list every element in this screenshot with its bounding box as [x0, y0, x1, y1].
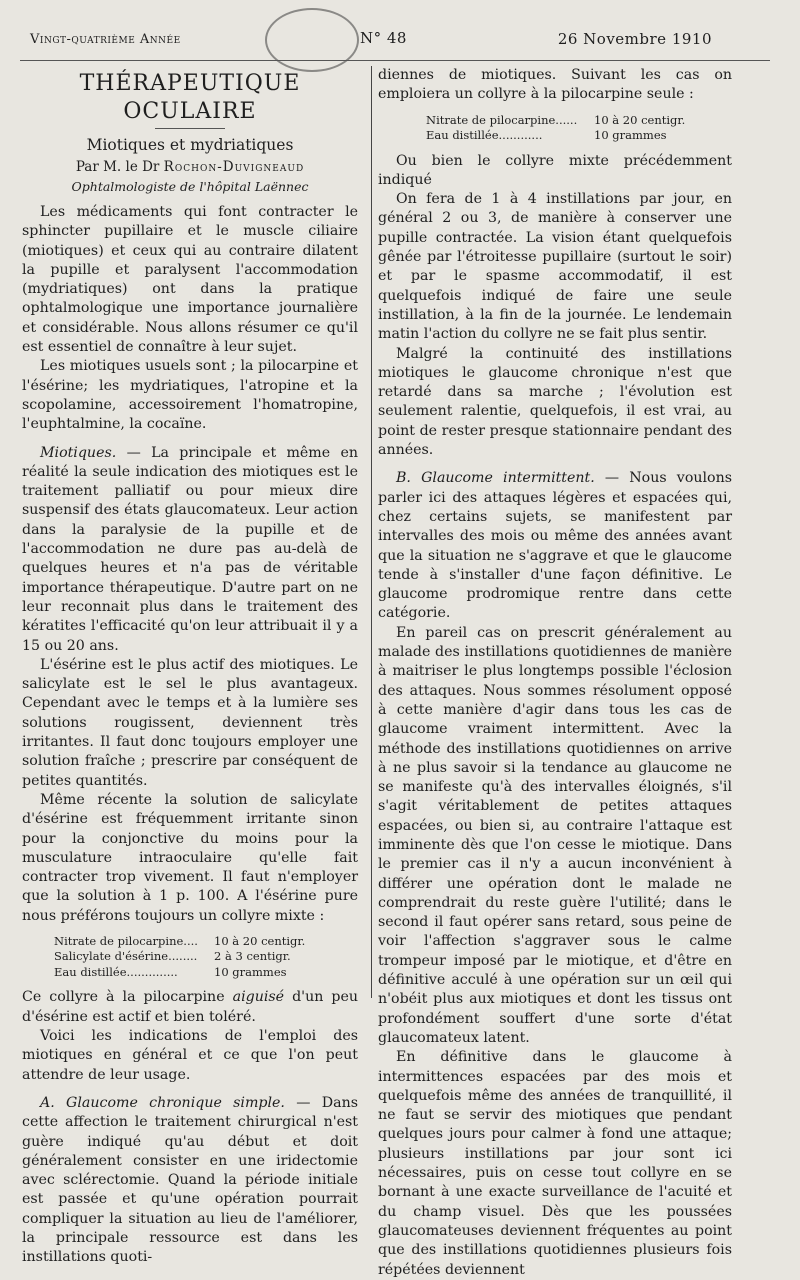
header-rule [20, 60, 770, 61]
paragraph: En définitive dans le glaucome à intermittences espacées par des mois et quelquefois même des années de tranquillité, il ne faut se servir des miotiques que pendant quelques jours pour calmer à fond une attaque; plusieurs instillations par jour sont ici nécessaires, puis on cesse tout collyre en se bornant à une exacte surveillance de l'acuité et du champ visuel. Dès que les poussées glaucomateuses deviennent fréquentes au point que des instillations quotidiennes plusieurs fois répétées deviennent [378, 1049, 732, 1278]
left-column [22, 66, 358, 1268]
rx-name: Nitrate de pilocarpine...... [426, 112, 578, 127]
library-stamp [265, 8, 359, 72]
paragraph-text: Ce collyre à la pilocarpine [22, 989, 233, 1006]
rx-name: Eau distillée.............. [54, 964, 178, 979]
paragraph: Voici les indications de l'emploi des miotiques en général et ce que l'on peut attendre de leur usage. [22, 1028, 358, 1083]
author-name: Rochon-Duvigneaud [163, 159, 305, 175]
rx-dose: 10 grammes [594, 128, 667, 143]
author-affiliation: Ophtalmologiste de l'hôpital Laënnec [71, 179, 309, 194]
rx-dose: 2 à 3 centigr. [214, 949, 291, 964]
prescription-row [426, 113, 732, 129]
paragraph-text: — La principale et même en réalité la seule indication des miotiques est le traitement palliatif ou pour mieux dire suspensif des états glaucomateux. Leur action dans la paralysie de la pupille et de l'accommodation ne dure pas au-delà de quelques heures et n'a pas de véritable importance thérapeutique. D'autre part on ne leur reconnait plus dans le traitement des kératites l'efficacité qu'on leur attribuait il y a 15 ou 20 ans. [22, 444, 358, 654]
paragraph-text: d'un peu d'ésérine est actif et bien toléré. [22, 989, 358, 1025]
prescription-row [54, 965, 358, 981]
paragraph: diennes de miotiques. Suivant les cas on emploiera un collyre à la pilocarpine seule : [378, 67, 732, 103]
paragraph: Ou bien le collyre mixte précédemment indiqué [378, 152, 732, 188]
rx-name: Nitrate de pilocarpine.... [54, 933, 198, 948]
paragraph: En pareil cas on prescrit généralement au malade des instillations quotidiennes de manière à maitriser le plus longtemps possible l'éclosion des attaques. Nous sommes résolument opposé à cette manière d'agir dans tous les cas de glaucome vraiment intermittent. Avec la méthode des instillations quotidiennes on arrive à ne plus savoir si la tendance au glaucome ne se manifeste qu'à des intervalles éloignés, s'il s'agit véritablement de petites attaques espacées, ou bien si, au contraire l'attaque est imminente dès que l'on cesse le miotique. Dans le premier cas il n'y a aucun inconvénient à différer une opération dont le malade ne comprendrait du reste guère l'utilité; dans le second il faut opérer sans retard, sous peine de voir l'affection s'aggraver sous le calme trompeur imposé par le miotique, et d'être en définitive acculé à une opération sur un œil qui n'obéit plus aux miotiques et dont les tissus ont profondément souffert d'une sorte d'état glaucomateux latent. [378, 624, 732, 1046]
paragraph [378, 469, 732, 623]
article-author [22, 158, 358, 176]
rx-name: Salicylate d'ésérine........ [54, 949, 198, 964]
header-issue-number: N° 48 [360, 29, 407, 47]
author-prefix: Par M. le Dr [75, 159, 164, 175]
header-volume: Vingt-quatrième Année [30, 32, 181, 47]
rx-dose: 10 grammes [214, 964, 287, 979]
rx-dose: 10 à 20 centigr. [214, 933, 306, 948]
rx-dose: 10 à 20 centigr. [594, 112, 686, 127]
prescription-row [54, 934, 358, 950]
paragraph: Les miotiques usuels sont ; la pilocarpine et l'ésérine; les mydriatiques, l'atropine et la scopolamine, accessoirement l'homatropine, l'euphtalmine, la cocaïne. [22, 358, 358, 433]
paragraph: Les médicaments qui font contracter le sphincter pupillaire et le muscle ciliaire (miotiques) et ceux qui au contraire dilatent la pupille et paralysent l'accommodation (mydriatiques) ont dans la pratique ophtalmologique une importance journalière et considérable. Nous allons résumer ce qu'il est essentiel de connaître à leur sujet. [22, 204, 358, 356]
paragraph [22, 444, 358, 656]
article-subtitle: Miotiques et mydriatiques [86, 136, 294, 154]
paragraph: Même récente la solution de salicylate d'ésérine est fréquemment irritante sinon pour la conjonctive du moins pour la musculature intraoculaire qu'elle fait contracter trop vivement. Il faut n'employer que la solution à 1 p. 100. A l'ésérine pure nous préférons toujours un collyre mixte : [22, 791, 358, 924]
header-date: 26 Novembre 1910 [557, 30, 712, 48]
rx-name: Eau distillée............ [426, 128, 543, 143]
paragraph: Malgré la continuité des instillations miotiques le glaucome chronique n'est que retardé dans sa marche ; l'évolution est seulement ralentie, quelquefois, il est vrai, au point de rester presque stationnaire pendant des années. [378, 345, 732, 459]
prescription-mixte [54, 934, 358, 981]
section-heading: B. Glaucome intermittent. [396, 470, 595, 487]
article-title: THÉRAPEUTIQUE OCULAIRE [79, 71, 301, 124]
title-rule [155, 128, 225, 129]
section-heading: A. Glaucome chronique simple. [40, 1094, 285, 1111]
emphasis: aiguisé [232, 989, 285, 1006]
paragraph: On fera de 1 à 4 instillations par jour, en général 2 ou 3, de manière à conserver une pupille contractée. La vision étant quelquefois gênée par l'étroitesse pupillaire (surtout le soir) et par le spasme accommodatif, il est quelquefois indiqué de faire une seule instillation, à la fin de la journée. Le lendemain matin l'action du collyre ne se fait plus sentir. [378, 191, 732, 343]
prescription-row [426, 128, 732, 144]
right-column [378, 66, 732, 1280]
paragraph-text: — Nous voulons parler ici des attaques légères et espacées qui, chez certains sujets, se manifestent par intervalles des mois ou même des années avant que la situation ne s'aggrave et que le glaucome tende à s'installer d'une façon définitive. Le glaucome prodromique rentre dans cette catégorie. [378, 470, 732, 622]
prescription-pilocarpine [426, 113, 732, 144]
paragraph: L'ésérine est le plus actif des miotiques. Le salicylate est le sel le plus avantageux. Cependant avec le temps et à la lumière ses solutions rougissent, deviennent très irritantes. Il faut donc toujours employer une solution fraîche ; prescrire par conséquent de petites quantités. [22, 656, 358, 789]
column-divider [371, 66, 372, 998]
paragraph [22, 988, 358, 1027]
paragraph-text: — Dans cette affection le traitement chirurgical n'est guère indiqué qu'au début et doit généralement consister en une iridectomie avec sclérectomie. Quand la période initiale est passée et qu'une opération pourrait compliquer la situation au lieu de l'améliorer, la principale ressource est dans les instillations quoti- [22, 1094, 358, 1266]
section-heading: Miotiques. [40, 444, 117, 461]
page-header [30, 28, 712, 52]
paragraph [22, 1094, 358, 1268]
prescription-row [54, 949, 358, 965]
